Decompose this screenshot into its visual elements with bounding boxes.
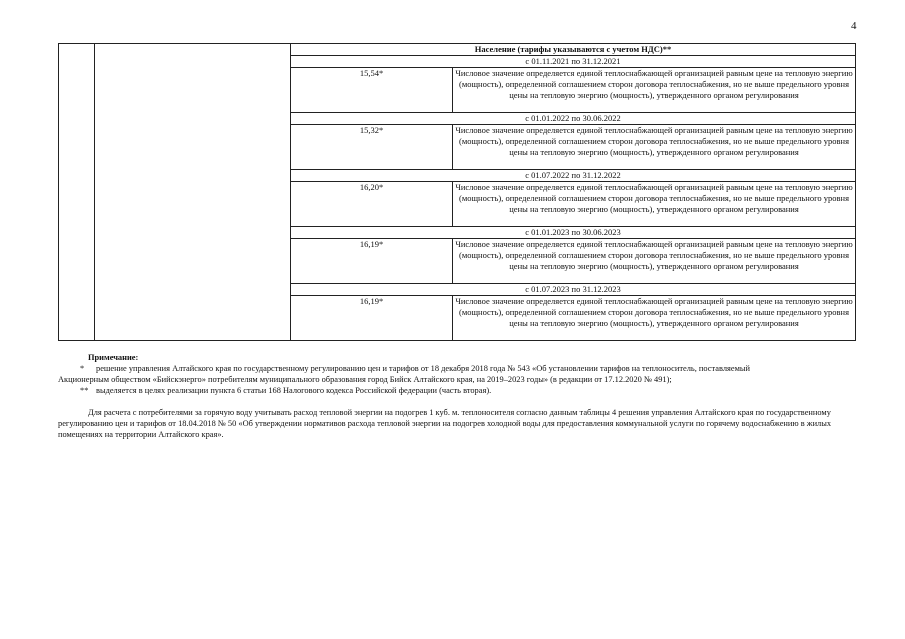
period-label: с 01.01.2023 по 30.06.2023	[291, 227, 856, 239]
tariff-description: Числовое значение определяется единой теплоснабжающей организацией равным цене на тепловую энергию (мощность), определенной соглашением сторон договора теплоснабжения, но не выше предельного уровня цены на тепловую энергию (мощность), утвержденного органом регулирования	[453, 125, 856, 170]
table-header-row	[59, 44, 856, 56]
period-label: с 01.07.2022 по 31.12.2022	[291, 170, 856, 182]
footnote-1-mark: *	[80, 364, 85, 373]
tariff-value: 16,19*	[291, 239, 453, 284]
footnote-1-continuation: Акционерным обществом «Бийскэнерго» потребителям муниципального образования город Бийск Алтайского края, на 2019–2023 годы» (в редакции от 17.12.2020 № 491);	[58, 375, 672, 384]
empty-column-1	[59, 44, 95, 341]
table-header: Население (тарифы указываются с учетом НДС)**	[291, 44, 856, 56]
tariff-value: 15,32*	[291, 125, 453, 170]
notes-section	[58, 352, 858, 440]
footnote-2-mark: **	[80, 386, 89, 395]
hot-water-paragraph: Для расчета с потребителями за горячую воду учитывать расход тепловой энергии на подогрев 1 куб. м. теплоносителя согласно данным таблицы 4 решения управления Алтайского края по государственному регулированию цен и тарифов от 18.04.2018 № 50 «Об утверждении нормативов расхода тепловой энергии на подогрев холодной воды для предоставления коммунальной услуги по горячему водоснабжению в жилых помещениях на территории Алтайского края».	[58, 408, 832, 439]
page-number: 4	[851, 20, 857, 32]
footnote-1	[58, 363, 858, 374]
notes-title: Примечание:	[88, 353, 139, 362]
tariff-description: Числовое значение определяется единой теплоснабжающей организацией равным цене на тепловую энергию (мощность), определенной соглашением сторон договора теплоснабжения, но не выше предельного уровня цены на тепловую энергию (мощность), утвержденного органом регулирования	[453, 182, 856, 227]
tariff-description: Числовое значение определяется единой теплоснабжающей организацией равным цене на тепловую энергию (мощность), определенной соглашением сторон договора теплоснабжения, но не выше предельного уровня цены на тепловую энергию (мощность), утвержденного органом регулирования	[453, 68, 856, 113]
empty-column-2	[95, 44, 291, 341]
period-label: с 01.11.2021 по 31.12.2021	[291, 56, 856, 68]
tariff-value: 15,54*	[291, 68, 453, 113]
footnote-2	[58, 385, 858, 396]
tariff-description: Числовое значение определяется единой теплоснабжающей организацией равным цене на тепловую энергию (мощность), определенной соглашением сторон договора теплоснабжения, но не выше предельного уровня цены на тепловую энергию (мощность), утвержденного органом регулирования	[453, 296, 856, 341]
tariff-description: Числовое значение определяется единой теплоснабжающей организацией равным цене на тепловую энергию (мощность), определенной соглашением сторон договора теплоснабжения, но не выше предельного уровня цены на тепловую энергию (мощность), утвержденного органом регулирования	[453, 239, 856, 284]
footnote-1-text: решение управления Алтайского края по государственному регулированию цен и тарифов от 18 декабря 2018 года № 543 «Об установлении тарифов на теплоноситель, поставляемый	[96, 364, 750, 373]
period-label: с 01.01.2022 по 30.06.2022	[291, 113, 856, 125]
tariff-value: 16,20*	[291, 182, 453, 227]
tariff-table	[58, 43, 856, 341]
footnote-2-text: выделяется в целях реализации пункта 6 статьи 168 Налогового кодекса Российской федерации (часть вторая).	[96, 386, 492, 395]
tariff-value: 16,19*	[291, 296, 453, 341]
period-label: с 01.07.2023 по 31.12.2023	[291, 284, 856, 296]
